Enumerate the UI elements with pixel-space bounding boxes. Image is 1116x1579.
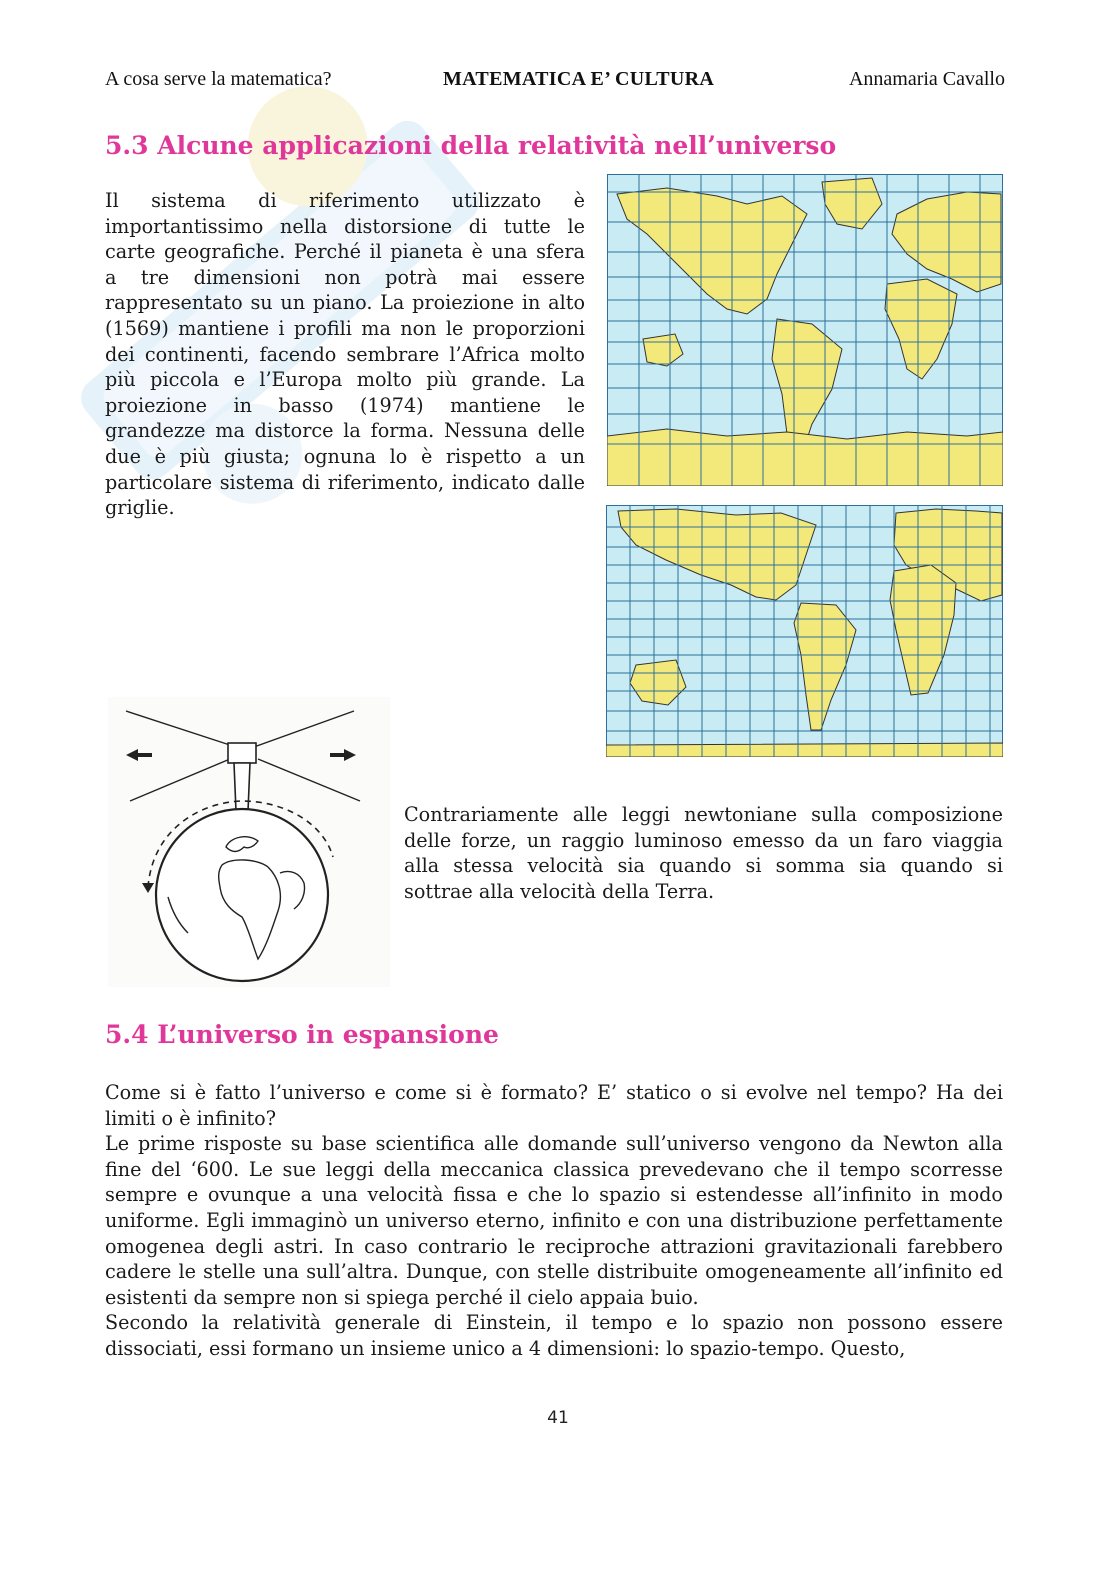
section-5-3-paragraph [105,188,585,521]
projection-paragraph: Il sistema di riferimento utilizzato è importantissimo nella distorsione di tutte le carte geografiche. Perché il pianeta è una sfera a tre dimensioni non potrà mai essere rappresentato su un piano. La proiezione in alto (1569) mantiene i profili ma non le proporzioni dei continenti, facendo sembrare l’Africa molto più piccola e l’Europa molto più grande. La proiezione in basso (1974) mantiene le grandezze ma distorce la forma. Nessuna delle due è più giusta; ognuna lo è rispetto a un particolare sistema di riferimento, indicato dalle griglie. [105,189,585,520]
lighthouse-caption-text: Contrariamente alle leggi newtoniane sulla composizione delle forze, un raggio luminoso emesso da un faro viaggia alla stessa velocità sia quando si somma sia quando si sottrae alla velocità della Terra. [404,803,1003,903]
mercator-map [607,174,1003,486]
section-5-4-title: 5.4 L’universo in espansione [105,1020,499,1049]
peters-map [606,505,1003,757]
mercator-map-drawing [607,174,1003,486]
lighthouse-earth-figure [108,697,390,987]
universe-paragraph-2: Le prime risposte su base scientifica alle domande sull’universo vengono da Newton alla fine del ‘600. Le sue leggi della meccanica classica prevedevano che il tempo scorresse sempre e ovunque a una velocità fissa e che lo spazio si estendesse all’infinito in modo uniforme. Egli immaginò un universo eterno, infinito e con una distribuzione perfettamente omogenea degli astri. In caso contrario le reciproche attrazioni gravitazionali farebbero cadere le stelle una sull’altra. Dunque, con stelle distribuite omogeneamente all’infinito ed esistenti da sempre non si spiega perché il cielo appaia buio. [105,1132,1003,1309]
universe-paragraph-3: Secondo la relatività generale di Einstein, il tempo e lo spazio non possono essere dissociati, essi formano un insieme unico a 4 dimensioni: lo spazio-tempo. Questo, [105,1311,1003,1360]
figure-caption [404,802,1003,904]
header-left-text: A cosa serve la matematica? [105,68,332,90]
universe-paragraph-1: Come si è fatto l’universo e come si è formato? E’ statico o si evolve nel tempo? Ha dei limiti o è infinito? [105,1081,1003,1130]
section-5-4-body [105,1080,1003,1362]
lighthouse-earth-drawing [108,697,390,987]
header-author: Annamaria Cavallo [848,68,1005,90]
peters-map-drawing [606,505,1003,757]
page-number: 41 [547,1408,569,1428]
section-5-3-title: 5.3 Alcune applicazioni della relatività nell’universo [105,131,837,160]
header-title: MATEMATICA E’ CULTURA [443,68,715,90]
running-header [105,68,1005,94]
